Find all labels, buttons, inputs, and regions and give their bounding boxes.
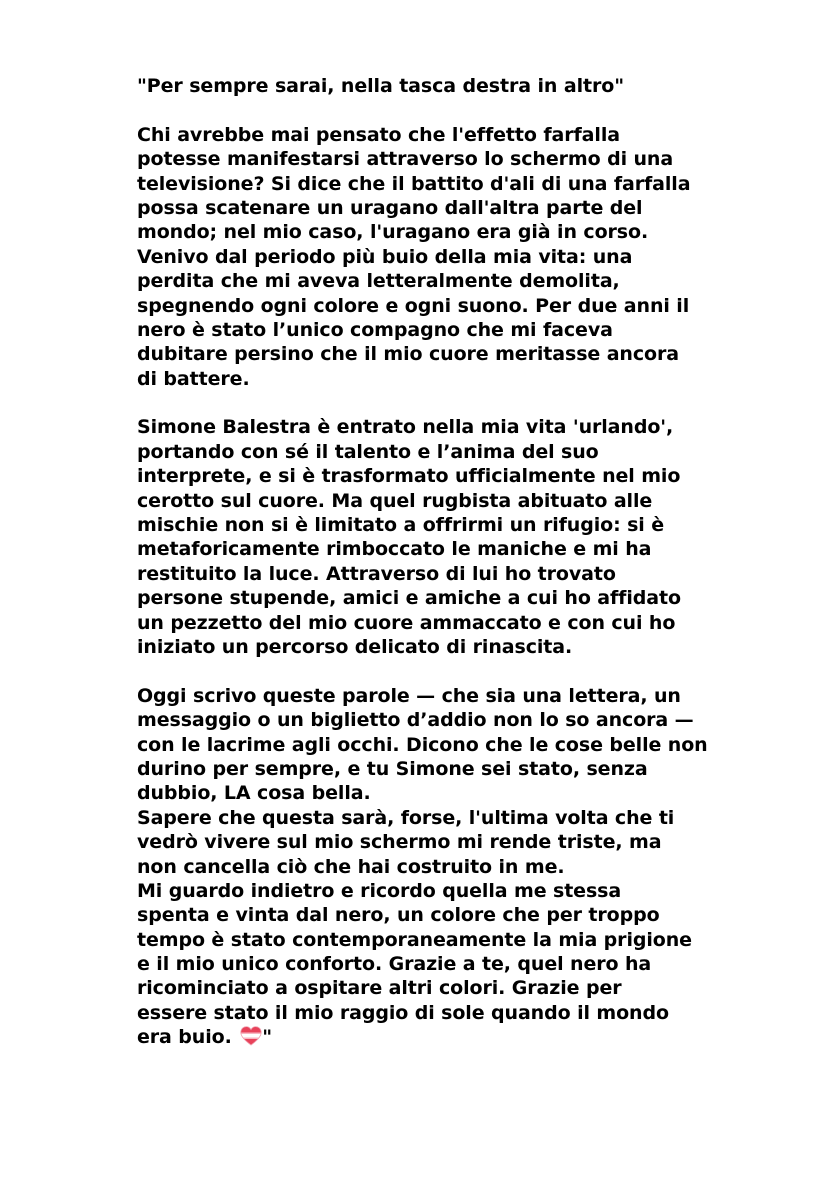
paragraph-2 xyxy=(137,415,737,659)
text-line: Simone Balestra è entrato nella mia vita 'urlando', xyxy=(137,416,674,439)
white-red-striped-heart-icon xyxy=(240,1026,262,1046)
text-line: messaggio o un biglietto d’addio non lo so ancora — xyxy=(137,709,694,732)
text-line: dubitare persino che il mio cuore meritasse ancora xyxy=(137,343,679,366)
paragraph-spacer xyxy=(137,659,737,683)
text-line: possa scatenare un uragano dall'altra parte del xyxy=(137,196,643,219)
text-line: vedrò vivere sul mio schermo mi rende triste, ma xyxy=(137,831,662,854)
text-line: spenta e vinta dal nero, un colore che per troppo xyxy=(137,904,660,927)
text-line: Mi guardo indietro e ricordo quella me stessa xyxy=(137,879,622,902)
text-line: dubbio, LA cosa bella. xyxy=(137,782,371,805)
text-line: di battere. xyxy=(137,367,250,390)
text-line: portando con sé il talento e l’anima del suo xyxy=(137,440,599,463)
text-line: mondo; nel mio caso, l'uragano era già in corso. xyxy=(137,221,649,244)
text-line: potesse manifestarsi attraverso lo schermo di una xyxy=(137,148,674,171)
text-line: mischie non si è limitato a offrirmi un rifugio: si è xyxy=(137,514,665,537)
text-line: tempo è stato contemporaneamente la mia prigione xyxy=(137,928,692,951)
text-line: restituito la luce. Attraverso di lui ho trovato xyxy=(137,562,616,585)
document-body xyxy=(137,74,737,1050)
document-title: "Per sempre sarai, nella tasca destra in altro" xyxy=(137,75,624,97)
paragraph-spacer xyxy=(137,391,737,415)
text-line: cerotto sul cuore. Ma quel rugbista abituato alle xyxy=(137,489,653,512)
text-line: interprete, e si è trasformato ufficialmente nel mio xyxy=(137,465,681,488)
text-line: iniziato un percorso delicato di rinascita. xyxy=(137,635,573,658)
closing-quote: " xyxy=(262,1026,273,1049)
text-line: con le lacrime agli occhi. Dicono che le cose belle non xyxy=(137,733,708,756)
final-line xyxy=(137,1025,737,1049)
text-line: Chi avrebbe mai pensato che l'effetto farfalla xyxy=(137,123,620,146)
text-line: e il mio unico conforto. Grazie a te, quel nero ha xyxy=(137,953,652,976)
text-line: Sapere che questa sarà, forse, l'ultima volta che ti xyxy=(137,806,675,829)
text-line: un pezzetto del mio cuore ammaccato e con cui ho xyxy=(137,611,676,634)
paragraph-spacer xyxy=(137,98,737,122)
text-line: perdita che mi aveva letteralmente demolita, xyxy=(137,270,620,293)
paragraph-1 xyxy=(137,123,737,391)
text-line: spegnendo ogni colore e ogni suono. Per due anni il xyxy=(137,294,690,317)
final-line-text: era buio. xyxy=(137,1026,232,1049)
text-line: essere stato il mio raggio di sole quando il mondo xyxy=(137,1001,669,1024)
text-line: ricominciato a ospitare altri colori. Grazie per xyxy=(137,977,622,1000)
text-line: metaforicamente rimboccato le maniche e mi ha xyxy=(137,538,652,561)
text-line: Oggi scrivo queste parole — che sia una lettera, un xyxy=(137,684,681,707)
text-line: non cancella ciò che hai costruito in me. xyxy=(137,855,565,878)
text-line: Venivo dal periodo più buio della mia vita: una xyxy=(137,245,633,268)
text-line: nero è stato l’unico compagno che mi faceva xyxy=(137,318,613,341)
text-line: durino per sempre, e tu Simone sei stato, senza xyxy=(137,757,648,780)
text-line: persone stupende, amici e amiche a cui ho affidato xyxy=(137,587,681,610)
text-line: televisione? Si dice che il battito d'ali di una farfalla xyxy=(137,172,691,195)
paragraph-3 xyxy=(137,684,737,1050)
heart-stripe-pink xyxy=(240,1033,262,1035)
